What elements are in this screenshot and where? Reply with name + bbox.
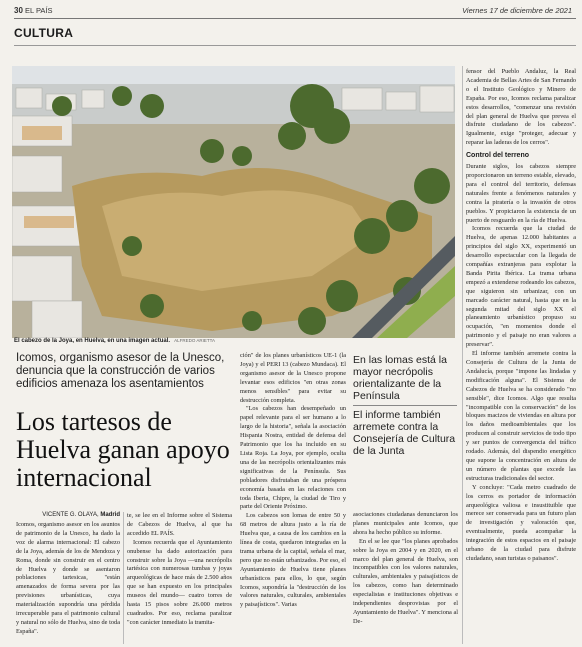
byline-author: VICENTE G. OLAYA: [42, 512, 97, 518]
pull-quote-1: En las lomas está la mayor necrópolis orientalizante de la Península: [353, 354, 447, 402]
article-photo: [12, 66, 455, 338]
paragraph: ción" de los planes urbanísticos UE-1 (la Joya) y el PERI 13 (cabezo Mundaca). El organismo asesor de la Unesco propone levantar esos edificios "en otras zonas menos sensibles" para evitar su destrucción completa.: [240, 352, 346, 404]
column-1: [16, 521, 120, 643]
paragraph: "Los cabezos han desempeñado un papel relevante para el ser humano a lo largo de la historia", señala la asociación Hispania Nostra, entidad de defensa del Patrimonio que los ha incluido en su Lista Roja. La Joya, por ejemplo, oculta una de las necrópolis orientalizantes más significativas de la Península. Sus pobladores disfrutaban de una próspera economía basada en las relaciones con toda Iberia, Chipre, la ciudad de Tiro y parte del Oriente Próximo.: [240, 405, 346, 511]
column-5: [466, 68, 576, 644]
photo-credit: ALFREDO ARIETTA: [174, 338, 215, 343]
paper-name: EL PAÍS: [25, 6, 53, 15]
section-title: CULTURA: [14, 26, 74, 40]
paragraph: El informe también arremete contra la Consejería de Cultura de la Junta de Andalucía, porque "impone las lindadas y modificación alguna". El Sistema de Cabezos de Huelva se ha considerado "no sensible", dice Icomos. Algo que resulta "incompatible con la conservación" de los bloques macizos de viviendas en altura por los daños medioambientales que los producen al construir servicios de todo tipo y ser puntos de convergencia del tráfico rodado. Además, del dispendio energético que supone la concentración en altura de un número de plantas que excede las estructuras tradicionales del sector.: [466, 350, 576, 482]
paragraph: fensor del Pueblo Andaluz, la Real Academia de Bellas Artes de San Fernando o el Instituto Geológico y Minero de España. Por eso, Icomos reclama paralizar estos desarrollos, "comenzar una revisión del plan general de Huelva que prevea el disfrute ciudadano de los cabezos". Igualmente, exige "proteger, adecuar y reparar las laderas de los cerros".: [466, 68, 576, 147]
pull-quote-2: El informe también arremete contra la Consejería de Cultura de la Junta: [353, 409, 456, 457]
caption-text: El cabezo de la Joya, en Huelva, en una imagen actual.: [14, 338, 171, 344]
paragraph: Icomos, organismo asesor en los asuntos de patrimonio de la Unesco, ha dado la voz de alarma internacional: El cabezo de la Joya, además de los de Mendoza y Roma, donde sin construir en el centro de Huelva y donde se asentaron poblaciones tartesicas, "están amenazados de forma severa por las previsiones urbanísticas, cuya materialización supondría una pérdida irrecuperable para el patrimonio cultural y natural no sólo de Huelva, sino de toda España".: [16, 521, 120, 635]
paragraph: En el se lee que "los planes aprobados sobre la Joya en 2004 y en 2020, en el marco del plan general de Huelva, son incompatibles con los valores naturales, culturales, ambientales y paisajísticos de los cabezos, como han determinado especialistas e instituciones objetivas e independientes desprovistas por el Ayuntamiento de Huelva". Y menciona al De-: [353, 537, 458, 625]
column-divider: [462, 66, 463, 644]
column-3: [240, 352, 346, 644]
column-4: [353, 511, 458, 644]
byline-place: Madrid: [100, 512, 120, 518]
paragraph: Icomos recuerda que la ciudad de Huelva, de apenas 12.000 habitantes a principios del siglo XX, experimentó un desarrollo espectacular con la llegada de compañías extranjeras para explotar la Banda Pirita Ibérica. La trama urbana empezó a extenderse rodeando los cabezos, que siguieron sin urbanizar, con un marcado carácter natural, hasta que en la segunda mitad del siglo XX el planeamiento urbanístico propuso su ocupación, "en momentos donde el patrimonio y el paisaje no eran valores a preservar".: [466, 225, 576, 349]
photo-caption: [14, 338, 454, 344]
paragraph: Y concluye: "Cada metro cuadrado de los cerros es portador de información arqueológica valiosa e insustituible que merece ser conservada para un futuro plan de investigación y valoración que, eventualmente, pueda acompañar la integración de estos espacios en el paisaje urbano de la ciudad para disfrute ciudadano, sean turistas o paisanos".: [466, 483, 576, 562]
paragraph: Durante siglos, los cabezos siempre proporcionaron un terreno estable, elevado, para el control del territorio, defensas naturales frente a fenómenos naturales y contra la piratería o la invasión de otros pueblos. Y propiciaron la existencia de un puerto de resguardo en la ría de Huelva.: [466, 163, 576, 224]
section-subheading: Control del terreno: [466, 152, 530, 160]
header-rule: [14, 18, 576, 19]
page-header: [14, 6, 574, 18]
page-number: 30: [14, 6, 23, 15]
paragraph: Los cabezos son lomas de entre 50 y 68 metros de altura justo a la ría de Huelva que, a causa de los cambios en la línea de costa, quedaron integradas en la trama urbana de la capital, señala el mar, pero que no están urbanizados. Por eso, el Ayuntamiento de Huelva tiene planes urbanísticos para ellos, lo que, según Icomos, supondría la "destrucción de los valores naturales, culturales, ambientales y paisajísticos". Varias: [240, 512, 346, 609]
hill-landscape-image: [12, 66, 455, 338]
article-subheadline: Icomos, organismo asesor de la Unesco, denuncia que la construcción de varios edificios amenaza los asentamientos: [16, 352, 225, 390]
page-number-and-paper: [14, 6, 53, 15]
issue-date: Viernes 17 de diciembre de 2021: [462, 6, 572, 15]
pull-quote-rule: [353, 405, 457, 406]
paragraph: te, se lee en el Informe sobre el Sistema de Cabezos de Huelva, al que ha accedido EL PAÍS.: [127, 512, 232, 537]
article-headline: Los tartesos de Huelva ganan apoyo internacional: [16, 407, 230, 492]
paragraph: Icomos recuerda que el Ayuntamiento onubense ha dado autorización para construir sobre la Joya —una necrópolis tartésica con numerosas tumbas y joyas arqueológicas de hace más de 2.500 años que se han expuesto en los principales museos del mundo— cuatro torres de hasta 15 pisos sobre 26.000 metros cuadrados. Por eso, reclama paralizar "con carácter inmediato la tramita-: [127, 538, 232, 626]
section-rule: [14, 45, 576, 46]
byline: VICENTE G. OLAYA, Madrid: [42, 512, 120, 518]
column-2: [127, 512, 232, 644]
paragraph: asociaciones ciudadanas denunciaron los planes municipales ante Icomos, que ahora ha hecho público su informe.: [353, 511, 458, 536]
column-divider: [123, 512, 124, 644]
